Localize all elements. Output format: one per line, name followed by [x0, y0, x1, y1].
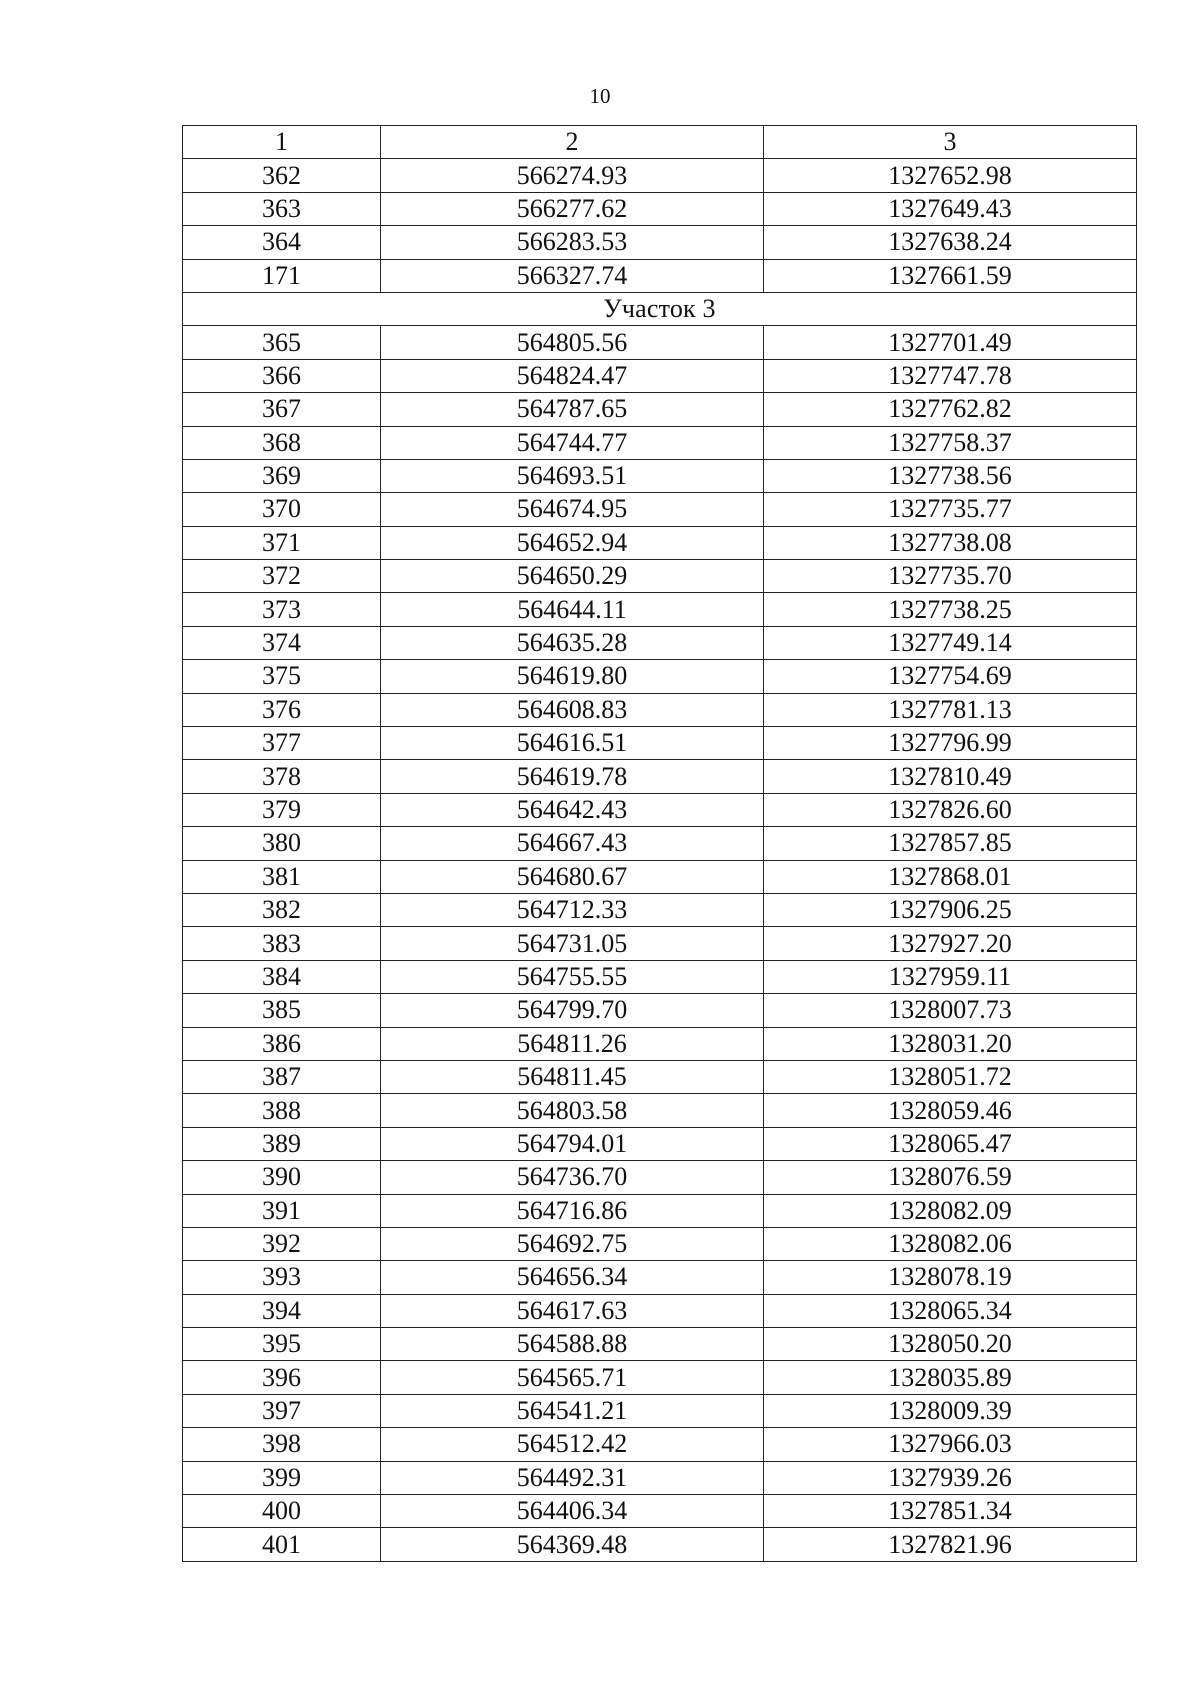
y-coordinate-cell: 1327701.49 — [764, 326, 1137, 359]
point-number-cell: 387 — [183, 1060, 381, 1093]
table-row — [183, 192, 1137, 225]
table-row — [183, 326, 1137, 359]
coordinates-table-body — [183, 126, 1137, 1562]
table-row — [183, 860, 1137, 893]
y-coordinate-cell: 1328050.20 — [764, 1328, 1137, 1361]
y-coordinate-cell: 1328031.20 — [764, 1027, 1137, 1060]
x-coordinate-cell: 564650.29 — [381, 560, 764, 593]
x-coordinate-cell: 564644.11 — [381, 593, 764, 626]
y-coordinate-cell: 1327652.98 — [764, 159, 1137, 192]
point-number-cell: 362 — [183, 159, 381, 192]
x-coordinate-cell: 564680.67 — [381, 860, 764, 893]
table-row — [183, 1428, 1137, 1461]
table-row — [183, 727, 1137, 760]
point-number-cell: 364 — [183, 226, 381, 259]
y-coordinate-cell: 1328078.19 — [764, 1261, 1137, 1294]
y-coordinate-cell: 1327810.49 — [764, 760, 1137, 793]
table-row — [183, 159, 1137, 192]
y-coordinate-cell: 1327738.56 — [764, 459, 1137, 492]
y-coordinate-cell: 1328076.59 — [764, 1161, 1137, 1194]
point-number-cell: 385 — [183, 994, 381, 1027]
table-row — [183, 1227, 1137, 1260]
point-number-cell: 374 — [183, 626, 381, 659]
x-coordinate-cell: 564799.70 — [381, 994, 764, 1027]
table-row — [183, 760, 1137, 793]
x-coordinate-cell: 564608.83 — [381, 693, 764, 726]
y-coordinate-cell: 1327939.26 — [764, 1461, 1137, 1494]
point-number-cell: 399 — [183, 1461, 381, 1494]
point-number-cell: 370 — [183, 493, 381, 526]
y-coordinate-cell: 1327959.11 — [764, 960, 1137, 993]
point-number-cell: 393 — [183, 1261, 381, 1294]
coordinates-table — [182, 125, 1137, 1562]
x-coordinate-cell: 564755.55 — [381, 960, 764, 993]
y-coordinate-cell: 1328007.73 — [764, 994, 1137, 1027]
x-coordinate-cell: 564619.80 — [381, 660, 764, 693]
table-row — [183, 226, 1137, 259]
point-number-cell: 363 — [183, 192, 381, 225]
x-coordinate-cell: 566274.93 — [381, 159, 764, 192]
table-row — [183, 1294, 1137, 1327]
point-number-cell: 365 — [183, 326, 381, 359]
y-coordinate-cell: 1327868.01 — [764, 860, 1137, 893]
x-coordinate-cell: 564716.86 — [381, 1194, 764, 1227]
x-coordinate-cell: 564824.47 — [381, 359, 764, 392]
y-coordinate-cell: 1327857.85 — [764, 827, 1137, 860]
y-coordinate-cell: 1327638.24 — [764, 226, 1137, 259]
table-row — [183, 1194, 1137, 1227]
point-number-cell: 390 — [183, 1161, 381, 1194]
table-row — [183, 560, 1137, 593]
table-row — [183, 1060, 1137, 1093]
y-coordinate-cell: 1327738.25 — [764, 593, 1137, 626]
table-row — [183, 459, 1137, 492]
table-row — [183, 1394, 1137, 1427]
x-coordinate-cell: 564588.88 — [381, 1328, 764, 1361]
y-coordinate-cell: 1327735.77 — [764, 493, 1137, 526]
x-coordinate-cell: 564794.01 — [381, 1127, 764, 1160]
section-title: Участок 3 — [183, 292, 1137, 325]
header-cell-y: 3 — [764, 126, 1137, 159]
y-coordinate-cell: 1328051.72 — [764, 1060, 1137, 1093]
y-coordinate-cell: 1327906.25 — [764, 893, 1137, 926]
y-coordinate-cell: 1327821.96 — [764, 1528, 1137, 1561]
x-coordinate-cell: 564656.34 — [381, 1261, 764, 1294]
x-coordinate-cell: 566283.53 — [381, 226, 764, 259]
x-coordinate-cell: 564619.78 — [381, 760, 764, 793]
x-coordinate-cell: 564667.43 — [381, 827, 764, 860]
point-number-cell: 371 — [183, 526, 381, 559]
point-number-cell: 383 — [183, 927, 381, 960]
x-coordinate-cell: 564731.05 — [381, 927, 764, 960]
y-coordinate-cell: 1327754.69 — [764, 660, 1137, 693]
point-number-cell: 400 — [183, 1495, 381, 1528]
x-coordinate-cell: 564811.45 — [381, 1060, 764, 1093]
table-row — [183, 1261, 1137, 1294]
table-row — [183, 526, 1137, 559]
section-row — [183, 292, 1137, 325]
header-cell-point: 1 — [183, 126, 381, 159]
x-coordinate-cell: 564616.51 — [381, 727, 764, 760]
x-coordinate-cell: 564692.75 — [381, 1227, 764, 1260]
x-coordinate-cell: 564652.94 — [381, 526, 764, 559]
x-coordinate-cell: 564541.21 — [381, 1394, 764, 1427]
table-row — [183, 893, 1137, 926]
y-coordinate-cell: 1327747.78 — [764, 359, 1137, 392]
x-coordinate-cell: 564406.34 — [381, 1495, 764, 1528]
x-coordinate-cell: 564369.48 — [381, 1528, 764, 1561]
table-row — [183, 793, 1137, 826]
point-number-cell: 366 — [183, 359, 381, 392]
point-number-cell: 397 — [183, 1394, 381, 1427]
y-coordinate-cell: 1328009.39 — [764, 1394, 1137, 1427]
point-number-cell: 367 — [183, 393, 381, 426]
x-coordinate-cell: 564617.63 — [381, 1294, 764, 1327]
table-row — [183, 927, 1137, 960]
y-coordinate-cell: 1328065.34 — [764, 1294, 1137, 1327]
x-coordinate-cell: 564674.95 — [381, 493, 764, 526]
y-coordinate-cell: 1327927.20 — [764, 927, 1137, 960]
x-coordinate-cell: 566327.74 — [381, 259, 764, 292]
y-coordinate-cell: 1327966.03 — [764, 1428, 1137, 1461]
x-coordinate-cell: 564642.43 — [381, 793, 764, 826]
point-number-cell: 401 — [183, 1528, 381, 1561]
x-coordinate-cell: 564736.70 — [381, 1161, 764, 1194]
y-coordinate-cell: 1328082.06 — [764, 1227, 1137, 1260]
x-coordinate-cell: 564803.58 — [381, 1094, 764, 1127]
x-coordinate-cell: 564492.31 — [381, 1461, 764, 1494]
point-number-cell: 398 — [183, 1428, 381, 1461]
y-coordinate-cell: 1327826.60 — [764, 793, 1137, 826]
table-row — [183, 359, 1137, 392]
point-number-cell: 382 — [183, 893, 381, 926]
table-row — [183, 1361, 1137, 1394]
y-coordinate-cell: 1327738.08 — [764, 526, 1137, 559]
y-coordinate-cell: 1327735.70 — [764, 560, 1137, 593]
x-coordinate-cell: 564787.65 — [381, 393, 764, 426]
x-coordinate-cell: 564744.77 — [381, 426, 764, 459]
table-row — [183, 1027, 1137, 1060]
y-coordinate-cell: 1327762.82 — [764, 393, 1137, 426]
x-coordinate-cell: 564712.33 — [381, 893, 764, 926]
point-number-cell: 386 — [183, 1027, 381, 1060]
point-number-cell: 379 — [183, 793, 381, 826]
point-number-cell: 391 — [183, 1194, 381, 1227]
point-number-cell: 376 — [183, 693, 381, 726]
x-coordinate-cell: 564805.56 — [381, 326, 764, 359]
point-number-cell: 388 — [183, 1094, 381, 1127]
point-number-cell: 389 — [183, 1127, 381, 1160]
point-number-cell: 384 — [183, 960, 381, 993]
point-number-cell: 380 — [183, 827, 381, 860]
page-number: 10 — [589, 84, 611, 108]
table-row — [183, 1094, 1137, 1127]
table-row — [183, 693, 1137, 726]
table-row — [183, 259, 1137, 292]
table-row — [183, 1127, 1137, 1160]
point-number-cell: 375 — [183, 660, 381, 693]
table-row — [183, 1495, 1137, 1528]
x-coordinate-cell: 564811.26 — [381, 1027, 764, 1060]
table-row — [183, 1461, 1137, 1494]
header-cell-x: 2 — [381, 126, 764, 159]
table-row — [183, 493, 1137, 526]
table-row — [183, 393, 1137, 426]
point-number-cell: 377 — [183, 727, 381, 760]
table-row — [183, 1328, 1137, 1361]
table-row — [183, 994, 1137, 1027]
x-coordinate-cell: 564565.71 — [381, 1361, 764, 1394]
point-number-cell: 392 — [183, 1227, 381, 1260]
table-row — [183, 593, 1137, 626]
point-number-cell: 395 — [183, 1328, 381, 1361]
point-number-cell: 381 — [183, 860, 381, 893]
y-coordinate-cell: 1327796.99 — [764, 727, 1137, 760]
x-coordinate-cell: 564635.28 — [381, 626, 764, 659]
table-row — [183, 626, 1137, 659]
y-coordinate-cell: 1328082.09 — [764, 1194, 1137, 1227]
point-number-cell: 369 — [183, 459, 381, 492]
point-number-cell: 372 — [183, 560, 381, 593]
y-coordinate-cell: 1327749.14 — [764, 626, 1137, 659]
point-number-cell: 368 — [183, 426, 381, 459]
y-coordinate-cell: 1327661.59 — [764, 259, 1137, 292]
y-coordinate-cell: 1327851.34 — [764, 1495, 1137, 1528]
y-coordinate-cell: 1328035.89 — [764, 1361, 1137, 1394]
y-coordinate-cell: 1327649.43 — [764, 192, 1137, 225]
table-row — [183, 660, 1137, 693]
table-header-row — [183, 126, 1137, 159]
x-coordinate-cell: 564693.51 — [381, 459, 764, 492]
y-coordinate-cell: 1327781.13 — [764, 693, 1137, 726]
point-number-cell: 396 — [183, 1361, 381, 1394]
point-number-cell: 378 — [183, 760, 381, 793]
y-coordinate-cell: 1328059.46 — [764, 1094, 1137, 1127]
point-number-cell: 394 — [183, 1294, 381, 1327]
table-row — [183, 827, 1137, 860]
point-number-cell: 171 — [183, 259, 381, 292]
y-coordinate-cell: 1328065.47 — [764, 1127, 1137, 1160]
table-row — [183, 1161, 1137, 1194]
y-coordinate-cell: 1327758.37 — [764, 426, 1137, 459]
table-row — [183, 1528, 1137, 1561]
x-coordinate-cell: 564512.42 — [381, 1428, 764, 1461]
table-row — [183, 426, 1137, 459]
table-row — [183, 960, 1137, 993]
x-coordinate-cell: 566277.62 — [381, 192, 764, 225]
point-number-cell: 373 — [183, 593, 381, 626]
